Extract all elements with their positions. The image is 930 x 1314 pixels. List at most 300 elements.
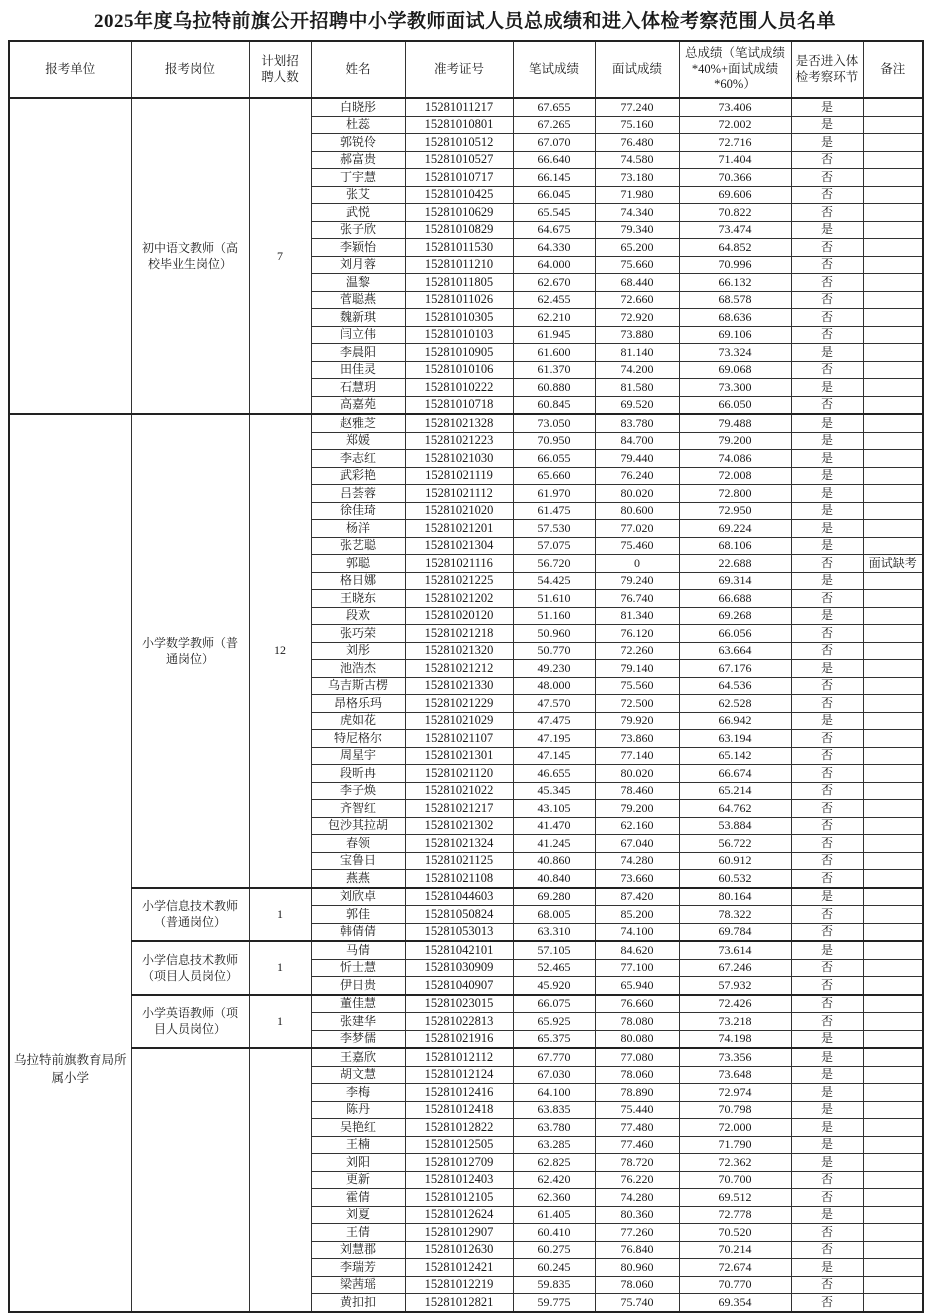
name-cell: 胡文慧 [311,1066,405,1084]
note-cell [863,852,923,870]
name-cell: 赵雅芝 [311,414,405,432]
name-cell: 张子欣 [311,221,405,239]
written-score-cell: 59.835 [513,1276,595,1294]
total-score-cell: 73.474 [679,221,791,239]
column-header-unit: 报考单位 [9,41,131,98]
interview-score-cell: 78.080 [595,1013,679,1031]
plan-cell: 1 [249,995,311,1049]
written-score-cell: 63.310 [513,923,595,941]
written-score-cell: 60.845 [513,396,595,414]
total-score-cell: 73.406 [679,98,791,116]
interview-score-cell: 72.660 [595,291,679,309]
pass-cell: 否 [791,817,863,835]
total-score-cell: 72.674 [679,1259,791,1277]
note-cell [863,467,923,485]
interview-score-cell: 75.460 [595,537,679,555]
note-cell [863,1154,923,1172]
total-score-cell: 73.356 [679,1048,791,1066]
name-cell: 刘月蓉 [311,256,405,274]
note-cell [863,607,923,625]
interview-score-cell: 81.580 [595,379,679,397]
header-row [9,41,923,98]
note-cell [863,151,923,169]
name-cell: 张艺聪 [311,537,405,555]
ticket-cell: 15281021229 [405,695,513,713]
ticket-cell: 15281010905 [405,344,513,362]
note-cell [863,537,923,555]
pass-cell: 是 [791,1259,863,1277]
name-cell: 魏新琪 [311,309,405,327]
total-score-cell: 64.852 [679,239,791,257]
total-score-cell: 70.798 [679,1101,791,1119]
written-score-cell: 65.545 [513,204,595,222]
interview-score-cell: 69.520 [595,396,679,414]
note-cell [863,256,923,274]
pass-cell: 是 [791,1101,863,1119]
ticket-cell: 15281021218 [405,625,513,643]
written-score-cell: 40.860 [513,852,595,870]
written-score-cell: 61.370 [513,361,595,379]
note-cell [863,326,923,344]
name-cell: 王晓东 [311,590,405,608]
note-cell [863,995,923,1013]
ticket-cell: 15281021107 [405,730,513,748]
note-cell [863,274,923,292]
written-score-cell: 41.470 [513,817,595,835]
name-cell: 李志红 [311,450,405,468]
name-cell: 池浩杰 [311,660,405,678]
note-cell [863,1241,923,1259]
interview-score-cell: 76.220 [595,1171,679,1189]
total-score-cell: 66.674 [679,765,791,783]
total-score-cell: 70.366 [679,169,791,187]
pass-cell: 否 [791,291,863,309]
total-score-cell: 71.404 [679,151,791,169]
column-header-interview-score: 面试成绩 [595,41,679,98]
written-score-cell: 60.275 [513,1241,595,1259]
written-score-cell: 62.210 [513,309,595,327]
note-cell [863,116,923,134]
total-score-cell: 72.800 [679,485,791,503]
name-cell: 刘阳 [311,1154,405,1172]
name-cell: 段昕冉 [311,765,405,783]
written-score-cell: 60.245 [513,1259,595,1277]
name-cell: 刘夏 [311,1206,405,1224]
name-cell: 李梅 [311,1084,405,1102]
ticket-cell: 15281021202 [405,590,513,608]
interview-score-cell: 74.580 [595,151,679,169]
note-cell [863,169,923,187]
pass-cell: 是 [791,572,863,590]
ticket-cell: 15281010718 [405,396,513,414]
ticket-cell: 15281053013 [405,923,513,941]
name-cell: 昂格乐玛 [311,695,405,713]
ticket-cell: 15281044603 [405,888,513,906]
name-cell: 郑媛 [311,432,405,450]
total-score-cell: 73.614 [679,941,791,959]
ticket-cell: 15281042101 [405,941,513,959]
note-cell [863,1206,923,1224]
name-cell: 李瑞芳 [311,1259,405,1277]
written-score-cell: 65.925 [513,1013,595,1031]
note-cell [863,1030,923,1048]
total-score-cell: 69.106 [679,326,791,344]
note-cell [863,520,923,538]
total-score-cell: 64.762 [679,800,791,818]
note-cell [863,414,923,432]
total-score-cell: 74.086 [679,450,791,468]
pass-cell: 是 [791,467,863,485]
note-cell [863,450,923,468]
name-cell: 忻士慧 [311,959,405,977]
written-score-cell: 45.345 [513,782,595,800]
total-score-cell: 60.532 [679,870,791,888]
ticket-cell: 15281012416 [405,1084,513,1102]
total-score-cell: 63.194 [679,730,791,748]
note-cell [863,677,923,695]
pass-cell: 否 [791,765,863,783]
ticket-cell: 15281021029 [405,712,513,730]
pass-cell: 否 [791,782,863,800]
interview-score-cell: 78.060 [595,1276,679,1294]
written-score-cell: 50.770 [513,642,595,660]
name-cell: 宝鲁日 [311,852,405,870]
name-cell: 韩倩倩 [311,923,405,941]
total-score-cell: 73.324 [679,344,791,362]
pass-cell: 否 [791,835,863,853]
total-score-cell: 68.578 [679,291,791,309]
name-cell: 高嘉苑 [311,396,405,414]
ticket-cell: 15281012124 [405,1066,513,1084]
position-cell: 小学信息技术教师（普通岗位） [131,888,249,942]
written-score-cell: 47.145 [513,747,595,765]
note-cell [863,1294,923,1312]
note-cell [863,309,923,327]
ticket-cell: 15281010222 [405,379,513,397]
name-cell: 霍倩 [311,1189,405,1207]
interview-score-cell: 74.280 [595,1189,679,1207]
interview-score-cell: 73.180 [595,169,679,187]
note-cell [863,344,923,362]
written-score-cell: 66.045 [513,186,595,204]
interview-score-cell: 87.420 [595,888,679,906]
name-cell: 陈丹 [311,1101,405,1119]
pass-cell: 否 [791,361,863,379]
written-score-cell: 64.675 [513,221,595,239]
column-header-position: 报考岗位 [131,41,249,98]
pass-cell: 是 [791,485,863,503]
ticket-cell: 15281021217 [405,800,513,818]
pass-cell: 否 [791,1224,863,1242]
interview-score-cell: 74.100 [595,923,679,941]
name-cell: 董佳慧 [311,995,405,1013]
note-cell [863,1048,923,1066]
written-score-cell: 65.375 [513,1030,595,1048]
ticket-cell: 15281021328 [405,414,513,432]
pass-cell: 否 [791,1276,863,1294]
interview-score-cell: 79.240 [595,572,679,590]
interview-score-cell: 77.140 [595,747,679,765]
note-cell [863,817,923,835]
interview-score-cell: 79.140 [595,660,679,678]
written-score-cell: 73.050 [513,414,595,432]
pass-cell: 否 [791,151,863,169]
total-score-cell: 60.912 [679,852,791,870]
written-score-cell: 45.920 [513,977,595,995]
written-score-cell: 63.835 [513,1101,595,1119]
pass-cell: 是 [791,98,863,116]
total-score-cell: 64.536 [679,677,791,695]
ticket-cell: 15281023015 [405,995,513,1013]
total-score-cell: 69.224 [679,520,791,538]
written-score-cell: 67.030 [513,1066,595,1084]
note-cell [863,660,923,678]
note-cell [863,485,923,503]
note-cell [863,502,923,520]
interview-score-cell: 80.600 [595,502,679,520]
name-cell: 伊日贵 [311,977,405,995]
ticket-cell: 15281012105 [405,1189,513,1207]
name-cell: 春领 [311,835,405,853]
name-cell: 吴艳红 [311,1119,405,1137]
name-cell: 周星宇 [311,747,405,765]
note-cell [863,730,923,748]
pass-cell: 否 [791,204,863,222]
pass-cell: 是 [791,607,863,625]
interview-score-cell: 76.660 [595,995,679,1013]
plan-cell: 1 [249,888,311,942]
written-score-cell: 61.970 [513,485,595,503]
written-score-cell: 62.360 [513,1189,595,1207]
name-cell: 郝富贵 [311,151,405,169]
written-score-cell: 66.640 [513,151,595,169]
total-score-cell: 72.950 [679,502,791,520]
ticket-cell: 15281021320 [405,642,513,660]
name-cell: 刘慧郡 [311,1241,405,1259]
column-header-ticket: 准考证号 [405,41,513,98]
total-score-cell: 69.606 [679,186,791,204]
ticket-cell: 15281012112 [405,1048,513,1066]
ticket-cell: 15281021916 [405,1030,513,1048]
pass-cell: 否 [791,1171,863,1189]
interview-score-cell: 84.620 [595,941,679,959]
interview-score-cell: 71.980 [595,186,679,204]
total-score-cell: 69.068 [679,361,791,379]
interview-score-cell: 75.740 [595,1294,679,1312]
interview-score-cell: 75.160 [595,116,679,134]
interview-score-cell: 76.740 [595,590,679,608]
note-cell [863,396,923,414]
name-cell: 丁宇慧 [311,169,405,187]
interview-score-cell: 74.280 [595,852,679,870]
ticket-cell: 15281010629 [405,204,513,222]
written-score-cell: 62.825 [513,1154,595,1172]
interview-score-cell: 73.660 [595,870,679,888]
table-body [9,98,923,1312]
written-score-cell: 64.330 [513,239,595,257]
name-cell: 郭佳 [311,906,405,924]
unit-label: 乌拉特前旗教育局所属小学 [13,1053,127,1086]
interview-score-cell: 72.920 [595,309,679,327]
pass-cell: 否 [791,852,863,870]
table-row [9,995,923,1013]
interview-score-cell: 76.120 [595,625,679,643]
ticket-cell: 15281021116 [405,555,513,573]
position-cell: 小学信息技术教师（项目人员岗位） [131,941,249,995]
written-score-cell: 65.660 [513,467,595,485]
interview-score-cell: 77.260 [595,1224,679,1242]
name-cell: 徐佳琦 [311,502,405,520]
ticket-cell: 15281030909 [405,959,513,977]
ticket-cell: 15281021324 [405,835,513,853]
written-score-cell: 63.780 [513,1119,595,1137]
name-cell: 温黎 [311,274,405,292]
ticket-cell: 15281021330 [405,677,513,695]
written-score-cell: 57.530 [513,520,595,538]
table-row [9,888,923,906]
name-cell: 田佳灵 [311,361,405,379]
total-score-cell: 68.636 [679,309,791,327]
column-header-name: 姓名 [311,41,405,98]
written-score-cell: 62.670 [513,274,595,292]
interview-score-cell: 76.480 [595,134,679,152]
ticket-cell: 15281011217 [405,98,513,116]
total-score-cell: 72.002 [679,116,791,134]
ticket-cell: 15281021119 [405,467,513,485]
interview-score-cell: 79.200 [595,800,679,818]
ticket-cell: 15281010305 [405,309,513,327]
name-cell: 郭聪 [311,555,405,573]
total-score-cell: 65.214 [679,782,791,800]
total-score-cell: 70.770 [679,1276,791,1294]
interview-score-cell: 78.890 [595,1084,679,1102]
total-score-cell: 66.056 [679,625,791,643]
ticket-cell: 15281012418 [405,1101,513,1119]
pass-cell: 是 [791,660,863,678]
written-score-cell: 49.230 [513,660,595,678]
note-cell [863,1171,923,1189]
total-score-cell: 70.700 [679,1171,791,1189]
name-cell: 白晓彤 [311,98,405,116]
ticket-cell: 15281012709 [405,1154,513,1172]
note-cell [863,239,923,257]
score-table [8,40,924,1313]
ticket-cell: 15281021108 [405,870,513,888]
note-cell [863,379,923,397]
note-cell [863,590,923,608]
pass-cell: 是 [791,134,863,152]
total-score-cell: 66.050 [679,396,791,414]
unit-cell [9,414,131,1312]
pass-cell: 否 [791,625,863,643]
pass-cell: 否 [791,309,863,327]
name-cell: 王倩 [311,1224,405,1242]
name-cell: 李晨阳 [311,344,405,362]
written-score-cell: 59.775 [513,1294,595,1312]
name-cell: 武悦 [311,204,405,222]
written-score-cell: 68.005 [513,906,595,924]
ticket-cell: 15281020120 [405,607,513,625]
written-score-cell: 67.655 [513,98,595,116]
written-score-cell: 61.405 [513,1206,595,1224]
note-cell [863,906,923,924]
total-score-cell: 67.246 [679,959,791,977]
pass-cell: 是 [791,1030,863,1048]
total-score-cell: 53.884 [679,817,791,835]
ticket-cell: 15281021030 [405,450,513,468]
table-row [9,941,923,959]
ticket-cell: 15281011530 [405,239,513,257]
note-cell [863,1101,923,1119]
position-cell: 初中语文教师（高校毕业生岗位） [131,98,249,414]
total-score-cell: 79.488 [679,414,791,432]
note-cell [863,432,923,450]
name-cell: 李颖怡 [311,239,405,257]
total-score-cell: 80.164 [679,888,791,906]
interview-score-cell: 74.200 [595,361,679,379]
total-score-cell: 73.218 [679,1013,791,1031]
note-cell [863,98,923,116]
total-score-cell: 79.200 [679,432,791,450]
name-cell: 特尼格尔 [311,730,405,748]
name-cell: 石慧玥 [311,379,405,397]
written-score-cell: 47.195 [513,730,595,748]
pass-cell: 否 [791,1013,863,1031]
total-score-cell: 70.822 [679,204,791,222]
note-cell [863,941,923,959]
total-score-cell: 62.528 [679,695,791,713]
written-score-cell: 62.455 [513,291,595,309]
name-cell: 燕燕 [311,870,405,888]
ticket-cell: 15281012822 [405,1119,513,1137]
pass-cell: 否 [791,590,863,608]
interview-score-cell: 67.040 [595,835,679,853]
total-score-cell: 67.176 [679,660,791,678]
note-cell [863,765,923,783]
interview-score-cell: 76.840 [595,1241,679,1259]
written-score-cell: 47.570 [513,695,595,713]
plan-cell: 1 [249,941,311,995]
written-score-cell: 54.425 [513,572,595,590]
ticket-cell: 15281012403 [405,1171,513,1189]
note-cell [863,888,923,906]
total-score-cell: 69.784 [679,923,791,941]
interview-score-cell: 76.240 [595,467,679,485]
name-cell: 黄扣扣 [311,1294,405,1312]
interview-score-cell: 77.100 [595,959,679,977]
total-score-cell: 63.664 [679,642,791,660]
total-score-cell: 57.932 [679,977,791,995]
pass-cell: 是 [791,1066,863,1084]
ticket-cell: 15281012421 [405,1259,513,1277]
pass-cell: 否 [791,1294,863,1312]
written-score-cell: 66.145 [513,169,595,187]
ticket-cell: 15281021304 [405,537,513,555]
total-score-cell: 22.688 [679,555,791,573]
interview-score-cell: 80.020 [595,765,679,783]
total-score-cell: 69.268 [679,607,791,625]
name-cell: 梁茜瑶 [311,1276,405,1294]
note-cell [863,1189,923,1207]
interview-score-cell: 80.960 [595,1259,679,1277]
written-score-cell: 62.420 [513,1171,595,1189]
name-cell: 刘欣卓 [311,888,405,906]
note-cell [863,204,923,222]
pass-cell: 否 [791,906,863,924]
name-cell: 武彩艳 [311,467,405,485]
pass-cell: 否 [791,169,863,187]
note-cell [863,870,923,888]
